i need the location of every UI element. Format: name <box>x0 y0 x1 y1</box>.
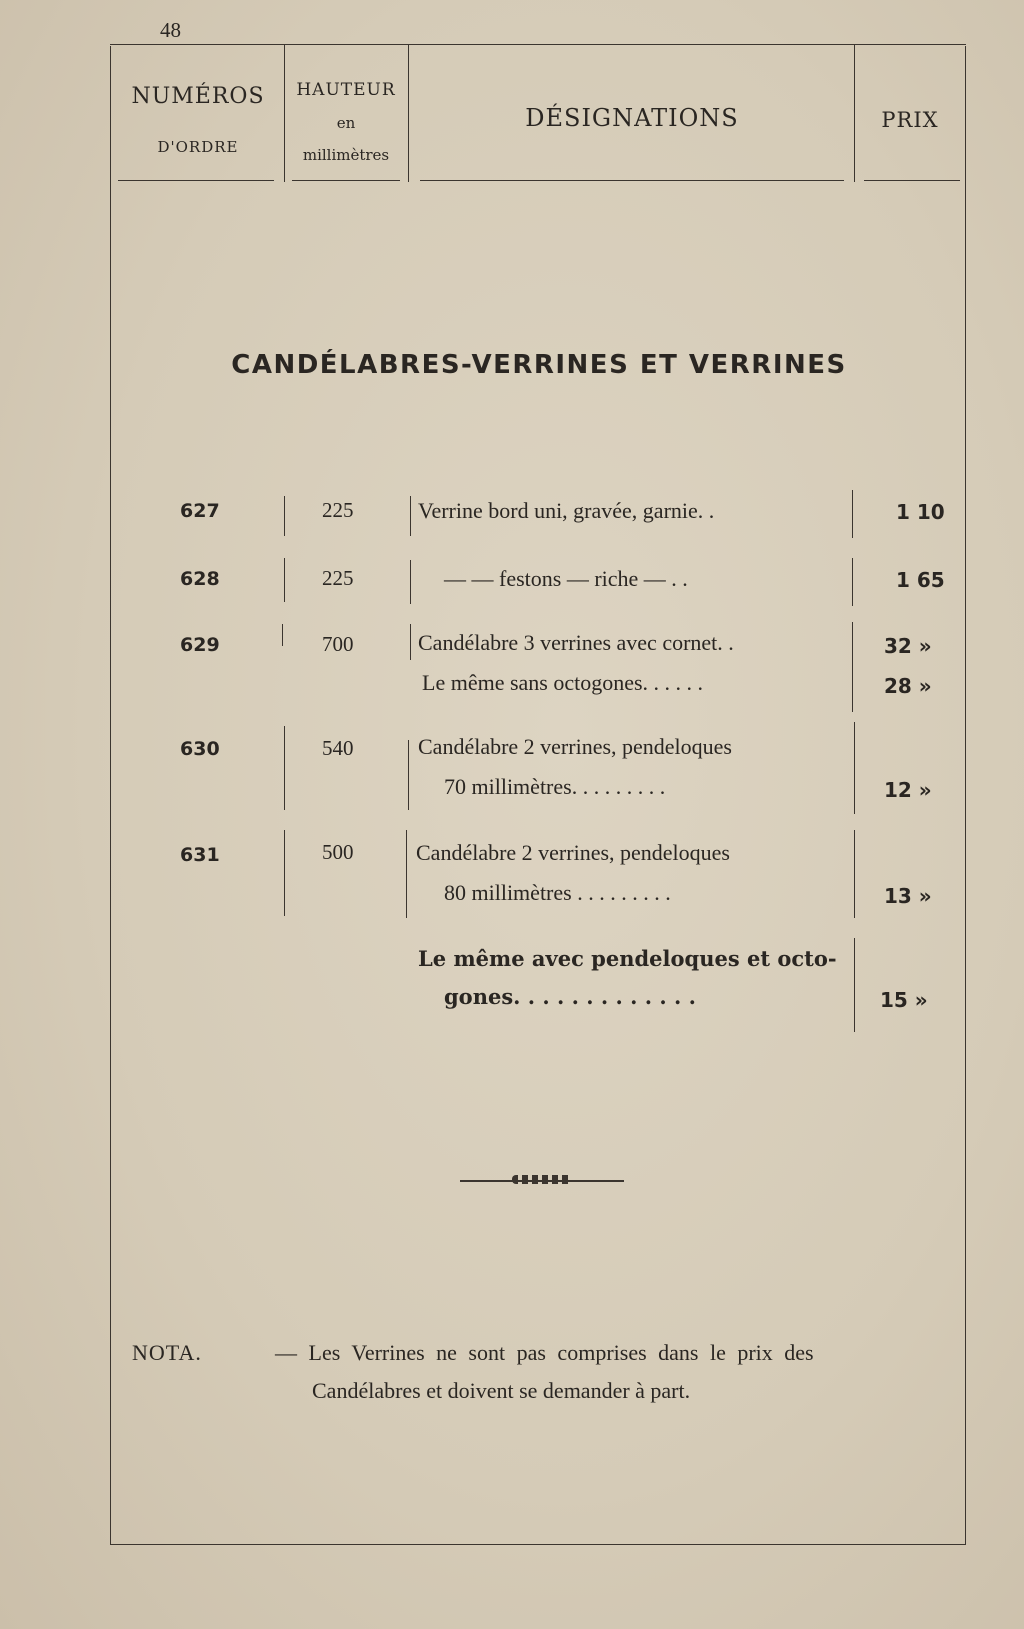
row-designation: Candélabre 2 verrines, pendeloques <box>418 734 732 759</box>
row-divider <box>284 726 285 810</box>
nota-text-line-2: Candélabres et doivent se demander à part. <box>312 1378 691 1403</box>
row-number: 631 <box>180 844 220 866</box>
row-divider <box>410 560 411 604</box>
row-designation: Le même avec pendeloques et octo- <box>418 946 837 971</box>
row-number: 629 <box>180 634 220 656</box>
row-price: 15 » <box>880 988 928 1012</box>
header-dordre: D'ORDRE <box>157 138 239 156</box>
row-height: 225 <box>322 566 354 590</box>
row-price: 12 » <box>884 778 932 802</box>
row-divider <box>854 722 855 814</box>
row-number: 630 <box>180 738 220 760</box>
row-number: 627 <box>180 500 220 522</box>
header-rule-hauteur <box>292 180 400 181</box>
header-prix: PRIX <box>881 108 939 132</box>
row-designation: gones. . . . . . . . . . . . . <box>444 984 696 1009</box>
header-hauteur: HAUTEUR <box>296 80 396 100</box>
row-divider <box>284 558 285 602</box>
header-designations: DÉSIGNATIONS <box>525 104 739 132</box>
row-price: 28 » <box>884 674 932 698</box>
header-divider-2 <box>408 44 409 182</box>
section-title: CANDÉLABRES-VERRINES ET VERRINES <box>231 350 847 380</box>
row-divider <box>284 830 285 916</box>
row-divider <box>408 740 409 810</box>
row-designation: 70 millimètres. . . . . . . . . <box>444 774 666 799</box>
row-divider <box>282 624 283 646</box>
row-divider <box>410 496 411 536</box>
row-divider <box>854 830 855 918</box>
header-rule-designations <box>420 180 844 181</box>
row-designation: Candélabre 3 verrines avec cornet. . <box>418 630 734 655</box>
header-divider-1 <box>284 44 285 182</box>
page-number: 48 <box>160 18 181 42</box>
row-number: 628 <box>180 568 220 590</box>
row-divider <box>406 830 407 918</box>
header-hauteur-en: en <box>336 114 356 132</box>
row-divider <box>852 490 853 538</box>
nota-text-line-1: — Les Verrines ne sont pas comprises dans le prix des <box>275 1340 814 1365</box>
row-divider <box>284 496 285 536</box>
row-divider <box>852 622 853 712</box>
row-height: 700 <box>322 632 354 656</box>
header-divider-3 <box>854 44 855 182</box>
row-price: 1 10 <box>896 500 945 524</box>
row-divider <box>410 624 411 660</box>
header-rule-numeros <box>118 180 274 181</box>
row-height: 225 <box>322 498 354 522</box>
row-divider <box>852 558 853 606</box>
row-designation: Candélabre 2 verrines, pendeloques <box>416 840 730 865</box>
ornament-flourish <box>512 1175 572 1184</box>
row-divider <box>854 938 855 1032</box>
row-designation: Verrine bord uni, gravée, garnie. . <box>418 498 715 523</box>
row-price: 13 » <box>884 884 932 908</box>
row-designation: — — festons — riche — . . <box>444 566 688 591</box>
table-top-rule <box>110 44 966 45</box>
row-designation: 80 millimètres . . . . . . . . . <box>444 880 671 905</box>
header-hauteur-unit: millimètres <box>302 146 390 164</box>
row-height: 500 <box>322 840 354 864</box>
row-designation: Le même sans octogones. . . . . . <box>422 670 704 695</box>
row-price: 1 65 <box>896 568 945 592</box>
row-height: 540 <box>322 736 354 760</box>
header-rule-prix <box>864 180 960 181</box>
row-price: 32 » <box>884 634 932 658</box>
nota-label: NOTA. <box>132 1340 202 1365</box>
header-numeros: NUMÉROS <box>131 84 265 109</box>
